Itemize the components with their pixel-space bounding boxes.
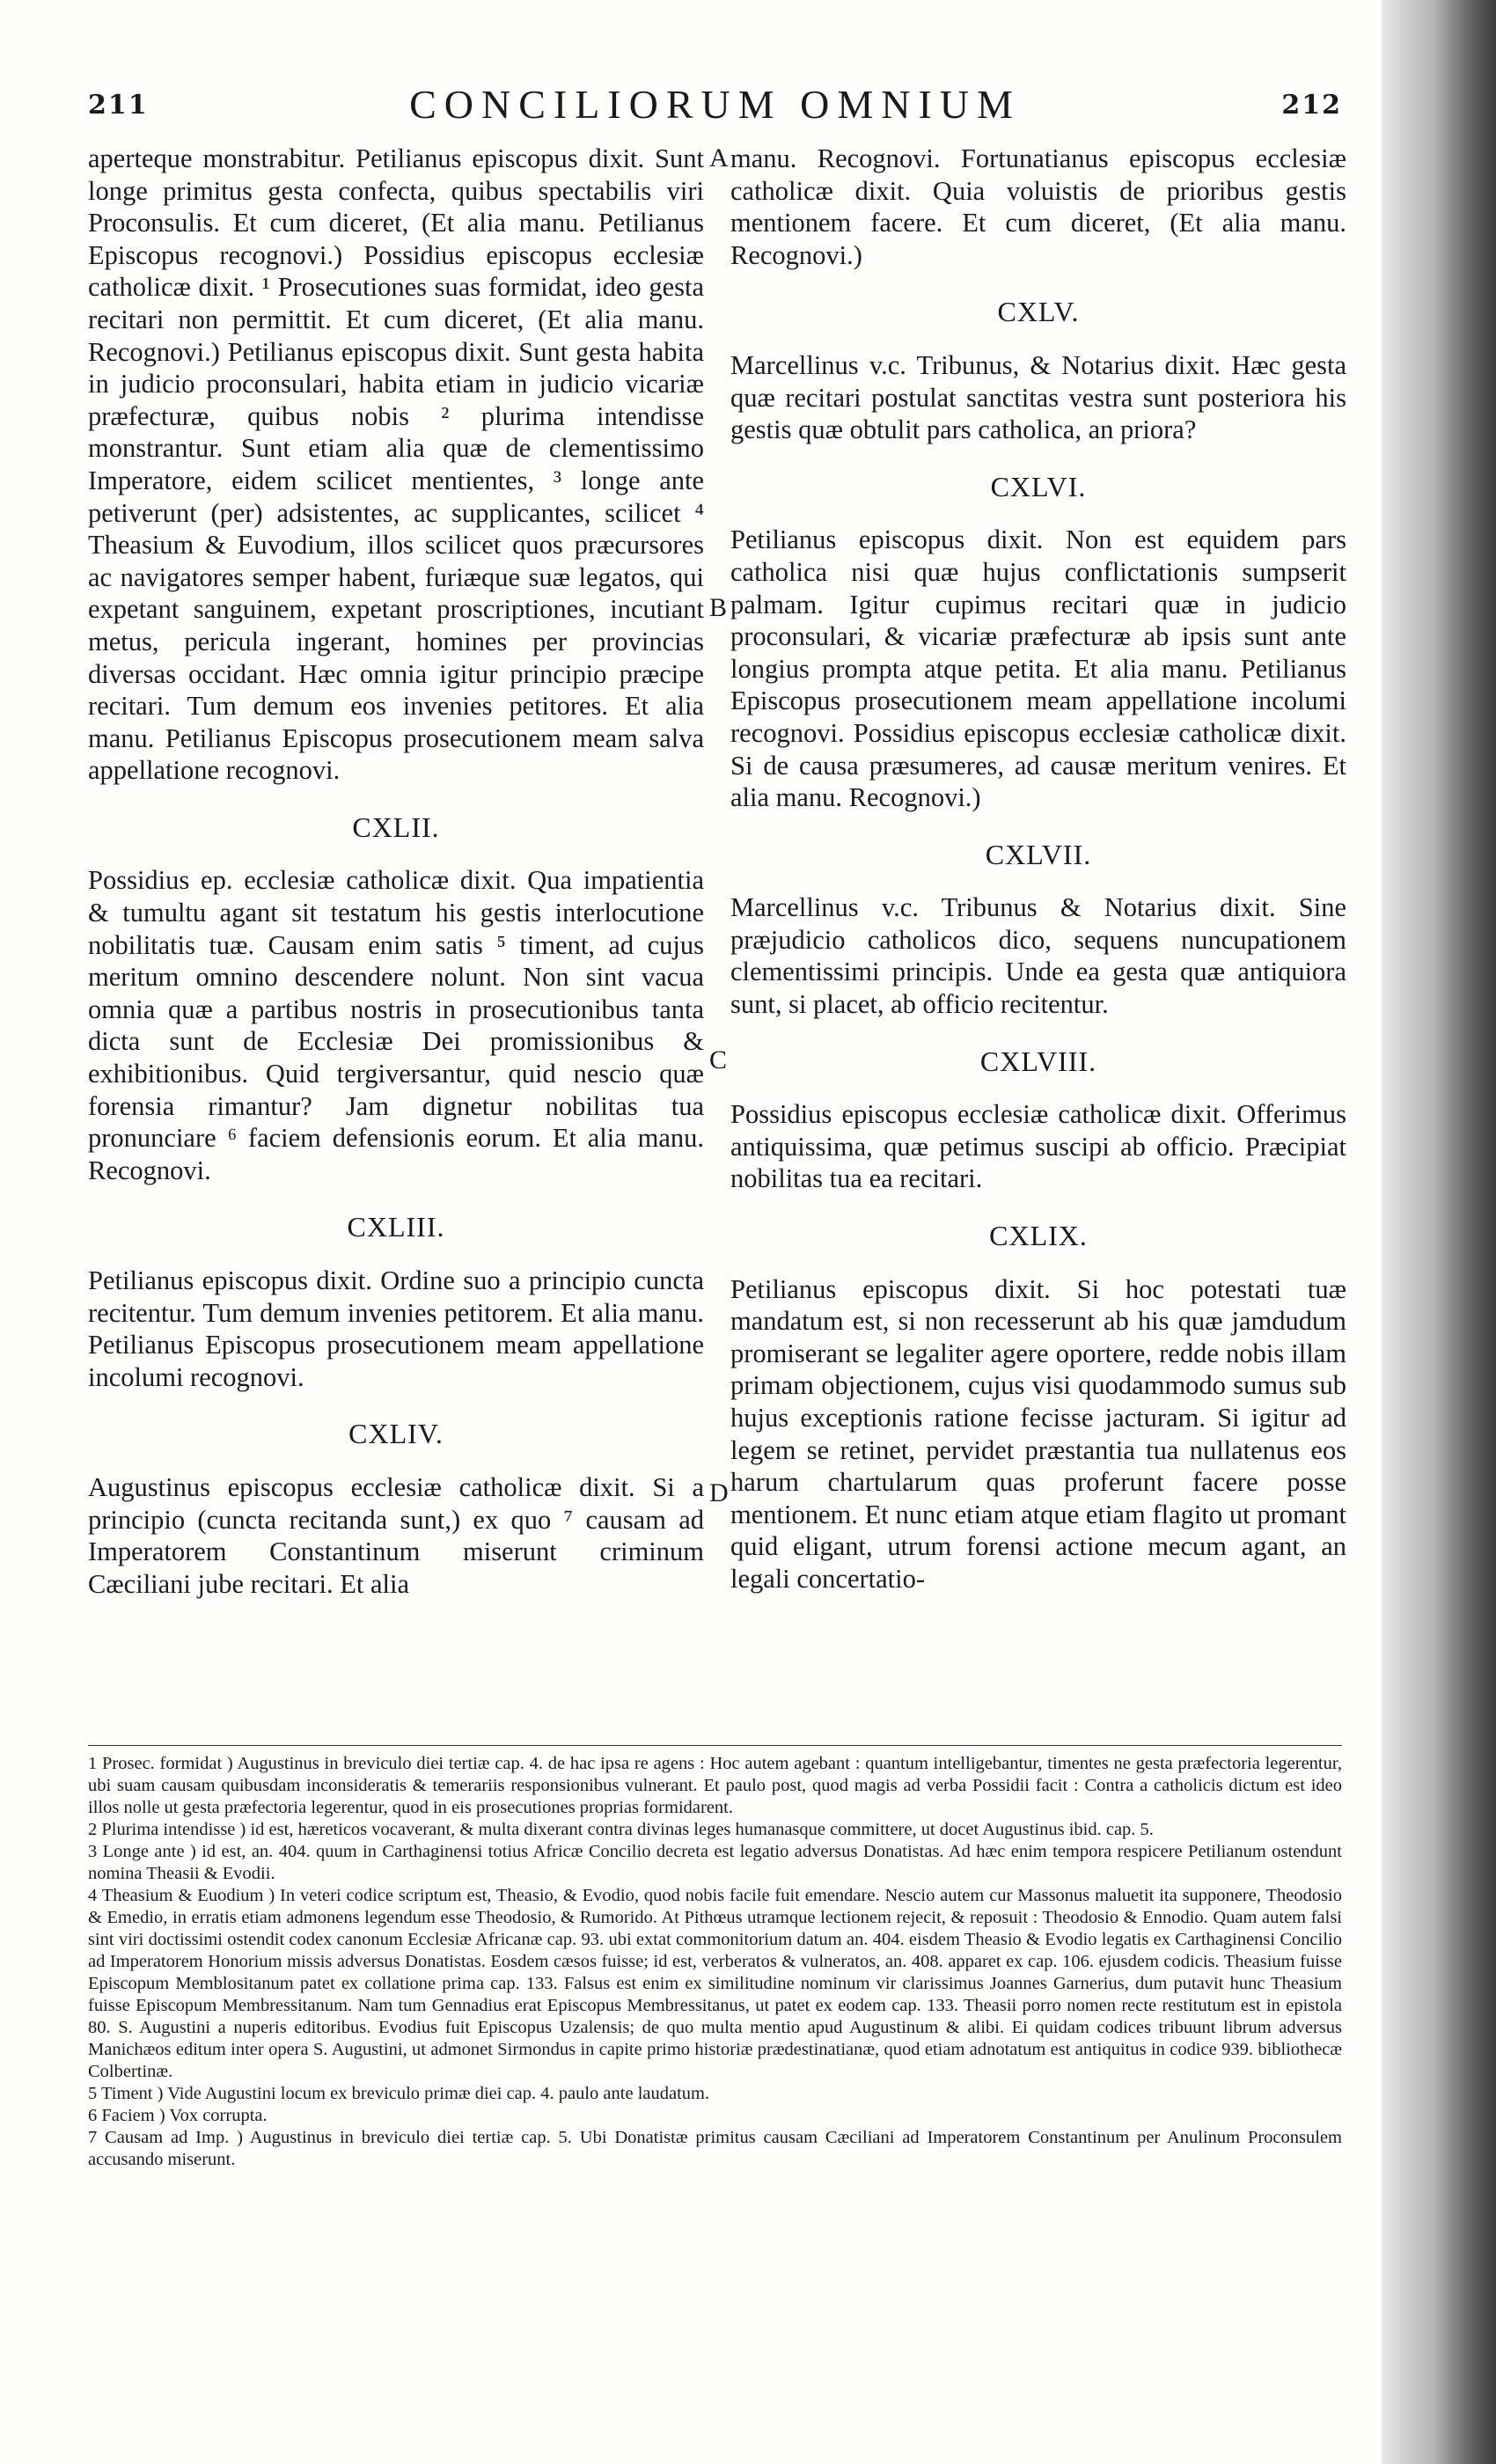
footnote: 3 Longe ante ) id est, an. 404. quum in Carthaginensi totius Africæ Concilio decreta est legatio adversus Donatistas. Ad hæc enim tempora respicere Petilianum ostendunt nomina Theasii & Evodii. xyxy=(88,1842,1342,1883)
section-heading: CXLVIII. xyxy=(979,1045,1097,1077)
left-column xyxy=(88,143,704,1600)
margin-letter: A xyxy=(709,143,729,172)
footnote: 2 Plurima intendisse ) id est, hæreticos vocaverant, & multa dixerant contra divinas leges humanasque committere, ut docet Augustinus ibid. cap. 5. xyxy=(88,1820,1154,1839)
paragraph: Possidius ep. ecclesiæ catholicæ dixit. Qua impatientia & tumultu agant sit testatum his gestis interlocutione nobilitatis tuæ. Causam enim satis ⁵ timent, ad cujus meritum omnino descendere nolunt. Non sint vacua omnia quæ a partibus nostris in prosecutionibus tanta dicta sunt de Ecclesiæ Dei promissionibus & exhibitionibus. Quid tergiversantur, quid nescio quæ forensia rimantur? Jam dignetur nobilitas tua pronunciare ⁶ faciem defensionis eorum. Et alia manu. Recognovi. xyxy=(88,865,704,1185)
section-heading: CXLII. xyxy=(352,810,440,843)
section-heading: CXLIII. xyxy=(347,1211,445,1243)
margin-letter: B xyxy=(709,593,728,622)
section-heading: CXLVII. xyxy=(985,838,1092,870)
running-title: CONCILIORUM OMNIUM xyxy=(409,82,1021,127)
paragraph: Augustinus episcopus ecclesiæ catholicæ dixit. Si a principio (cuncta recitanda sunt,) ex quo ⁷ causam ad Imperatorem Constantinum miserunt criminum Cæciliani jube recitari. Et alia xyxy=(88,1471,704,1599)
page-number-left: 211 xyxy=(88,90,149,121)
footnote: 6 Faciem ) Vox corrupta. xyxy=(88,2106,268,2125)
margin-letter: D xyxy=(709,1478,729,1507)
paragraph: Petilianus episcopus dixit. Ordine suo a principio cuncta recitentur. Tum demum invenies petitorem. Et alia manu. Petilianus Episcopus prosecutionem meam appellatione incolumi recognovi. xyxy=(88,1265,704,1392)
paragraph: Marcellinus v.c. Tribunus, & Notarius dixit. Hæc gesta quæ recitari postulat sanctitas vestra sunt posteriora his gestis quæ obtulit pars catholica, an priora? xyxy=(730,349,1346,445)
paragraph: Marcellinus v.c. Tribunus & Notarius dixit. Sine præjudicio catholicos dico, sequens nuncupationem clementissimi principis. Unde ea gesta quæ antiquiora sunt, si placet, ab officio recitentur. xyxy=(730,892,1346,1020)
right-column xyxy=(730,143,1346,1595)
paragraph: Petilianus episcopus dixit. Si hoc potestati tuæ mandatum est, si non recesserunt ab his quæ jamdudum promiserant se legaliter agere oportere, redde nobis illam primam objectionem, cujus visi quodammodo sumus sub hujus exceptionis ratione fecisse jacturam. Si igitur ad legem se retinet, pervidet præstantia tua nullatenus eos harum chartularum quas proferunt facere posse mentionem. Et nunc etiam atque etiam flagito ut promant quid eligant, utrum forensi actione mecum agant, an legali concertatio- xyxy=(730,1273,1346,1594)
paragraph: Possidius episcopus ecclesiæ catholicæ dixit. Offerimus antiquissima, quæ petimus suscipi ab officio. Præcipiat nobilitas tua ea recitari. xyxy=(730,1099,1346,1194)
paragraph: aperteque monstrabitur. Petilianus episcopus dixit. Sunt longe primitus gesta confecta, quibus spectabilis viri Proconsulis. Et cum diceret, (Et alia manu. Petilianus Episcopus recognovi.) Possidius episcopus ecclesiæ catholicæ dixit. ¹ Prosecutiones suas formidat, ideo gesta recitari non permittit. Et cum diceret, (Et alia manu. Recognovi.) Petilianus episcopus dixit. Sunt gesta habita in judicio proconsulari, habita etiam in judicio vicariæ præfecturæ, quibus nobis ² plurima intendisse monstrantur. Sunt etiam alia quæ de clementissimo Imperatore, eidem scilicet mentientes, ³ longe ante petiverunt (per) adsistentes, ac supplicantes, scilicet ⁴ Theasium & Euvodium, illos scilicet quos præcursores ac navigatores semper habent, furiæque suæ legatos, qui expetant sanguinem, expetant proscriptiones, incutiant metus, pericula ingerant, homines per provincias diversas occidant. Hæc omnia igitur principio præcipe recitari. Tum demum eos invenies petitores. Et alia manu. Petilianus Episcopus prosecutionem meam salva appellatione recognovi. xyxy=(88,143,704,786)
footnote: 1 Prosec. formidat ) Augustinus in breviculo diei tertiæ cap. 4. de hac ipsa re agens : Hoc autem agebant : quantum intelligebantur, timentes ne gesta præfectoria legerentur, ubi suam causam quibusdam inconsideratis & temerariis responsionibus vulnerant. Et paulo post, quod magis ad verba Possidii facit : Contra a catholicis dictum est ideo illos nolle ut gesta præfectoria legerentur, quod in eis prosecutiones proprias formidarent. xyxy=(88,1754,1342,1817)
book-gutter-shadow xyxy=(1382,0,1496,2464)
footnote: 4 Theasium & Euodium ) In veteri codice scriptum est, Theasio, & Evodio, quod nobis facile fuit emendare. Nescio autem cur Massonus maluetit ita supponere, Theodosio & Emedio, in erratis etiam admonens legendum esse Theodosio, & Rumorido. At Pithœus utramque lectionem rejecit, & reposuit : Theodosio & Ennodio. Quam autem falsi sint viri doctissimi ostendit codex canonum Ecclesiæ Africanæ cap. 93. ubi extat commonitorium datum an. 404. eisdem Theasio & Evodio legatis ex Carthaginensi Concilio ad Imperatorem Honorium missis adversus Donatistas. Eosdem cæsos fuisse; id est, verberatos & vulneratos, an. 408. apparet ex cap. 106. ejusdem codicis. Theasium fuisse Episcopum Memblositanum patet ex collatione prima cap. 133. Falsus est enim ex similitudine nominum vir clarissimus Joannes Garnerius, dum putavit hunc Theasium fuisse Episcopum Membressitanum. Nam tum Gennadius erat Episcopus Membressitanus, ut patet ex eodem cap. 133. Theasii porro nomen recte restitutum est in epistola 80. S. Augustini a nuperis editoribus. Evodius fuit Episcopus Uzalensis; de quo multa mentio apud Augustinum & alibi. Ei quidam codices tribuunt librum adversus Manichæos editum inter opera S. Augustini, ut admonet Sirmondus in capite primo historiæ prædestinatianæ, quod etiam adnotatum est antiquitus in codice 939. bibliothecæ Colbertinæ. xyxy=(88,1886,1342,2081)
section-heading: CXLVI. xyxy=(990,470,1087,502)
paragraph: Petilianus episcopus dixit. Non est equidem pars catholica nisi quæ hujus conflictationis sumpserit palmam. Igitur cupimus recitari quæ in judicio proconsulari, & vicariæ præfecturæ ab ipsis sunt ante longius prompta atque petita. Et alia manu. Petilianus Episcopus prosecutionem meam appellatione incolumi recognovi. Possidius episcopus ecclesiæ catholicæ dixit. Si de causa præsumeres, ad causæ meritum venires. Et alia manu. Recognovi.) xyxy=(730,524,1346,813)
margin-letter: C xyxy=(709,1045,728,1074)
footnote-separator xyxy=(88,1745,1342,1746)
paragraph: manu. Recognovi. Fortunatianus episcopus ecclesiæ catholicæ dixit. Quia voluistis de prioribus gestis mentionem facere. Et cum diceret, (Et alia manu. Recognovi.) xyxy=(730,143,1346,270)
page-number-right: 212 xyxy=(1281,90,1342,121)
running-header xyxy=(88,81,1342,134)
section-heading: CXLIX. xyxy=(989,1220,1088,1252)
footnote: 5 Timent ) Vide Augustini locum ex breviculo primæ diei cap. 4. paulo ante laudatum. xyxy=(88,2084,710,2103)
footnote: 7 Causam ad Imp. ) Augustinus in breviculo diei tertiæ cap. 5. Ubi Donatistæ primitus causam Cæciliani ad Imperatorem Constantinum per Anulinum Proconsulem accusando miserunt. xyxy=(88,2128,1342,2169)
section-heading: CXLV. xyxy=(997,296,1080,328)
section-heading: CXLIV. xyxy=(348,1418,444,1450)
footnotes xyxy=(88,1753,1342,2171)
